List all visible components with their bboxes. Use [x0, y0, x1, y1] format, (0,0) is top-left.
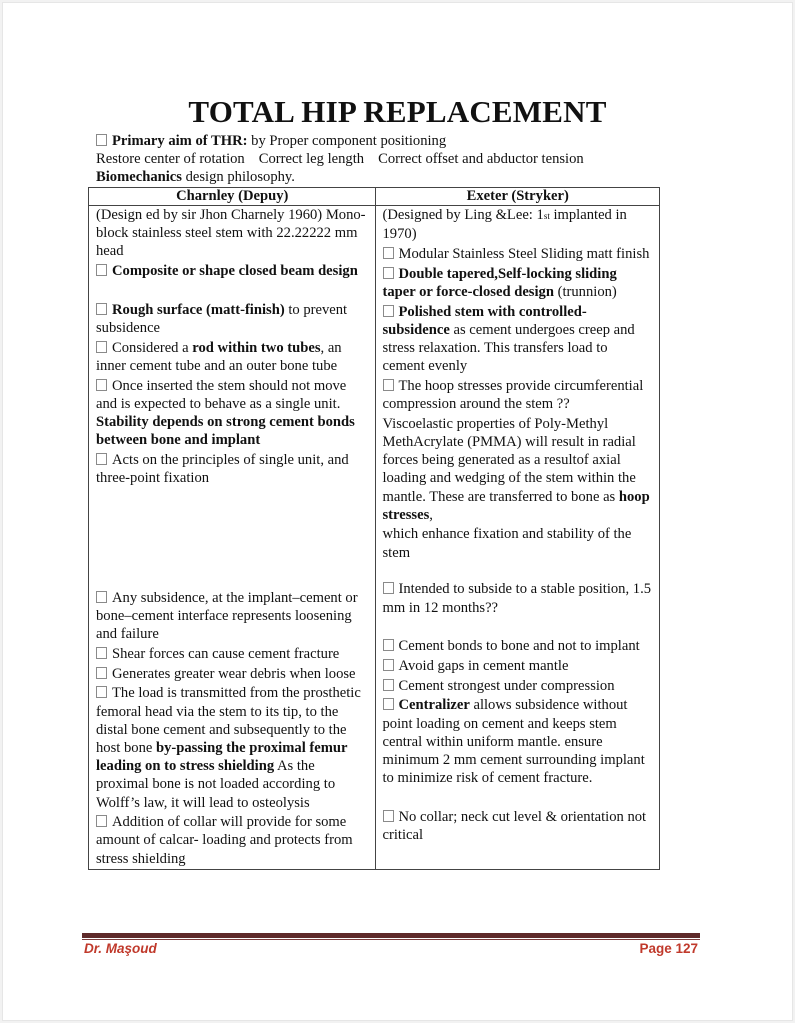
charnley-any: Any subsidence, at the implant–cement or bone–cement interface represents loosening and failure — [96, 589, 358, 643]
comparison-table — [88, 187, 660, 870]
goal-item: Correct offset and abductor tension — [378, 151, 584, 167]
footer-divider-thin — [82, 939, 700, 940]
charnley-wear: Generates greater wear debris when loose — [96, 665, 369, 683]
checkbox-bullet-icon — [383, 379, 394, 391]
header-charnley: Charnley (Depuy) — [89, 188, 376, 206]
exeter-polished: Polished stem with controlled-subsidence as cement undergoes creep and stress relaxation. This transfers load to cement evenly — [382, 303, 635, 375]
exeter-centralizer: Centralizer allows subsidence without point loading on cement and keeps stem central within uniform mantle. ensure minimum 2 mm cement surrounding implant to minimize risk of cement fracture. — [382, 697, 645, 787]
checkbox-bullet-icon — [383, 267, 394, 279]
checkbox-bullet-icon — [383, 305, 394, 317]
charnley-beam: Composite or shape closed beam design — [96, 262, 369, 280]
exeter-hoop: The hoop stresses provide circumferential compression around the stem ?? — [382, 377, 644, 413]
charnley-shear: Shear forces can cause cement fracture — [96, 645, 369, 663]
exeter-design: (Designed by Ling &Lee: 1st implanted in 1970) — [382, 207, 627, 243]
checkbox-bullet-icon — [96, 815, 107, 827]
checkbox-bullet-icon — [96, 341, 107, 353]
page-number: Page 127 — [639, 941, 698, 956]
checkbox-bullet-icon — [383, 582, 394, 594]
exeter-visco: Viscoelastic properties of Poly-Methyl MethAcrylate (PMMA) will result in radial forces being generated as a resultof axial loading and wedging of the stem within the mantle. These are transferred to bone as hoop stresses, — [382, 415, 650, 523]
primary-aim-line — [96, 132, 696, 150]
charnley-cell — [89, 206, 376, 870]
checkbox-bullet-icon — [96, 303, 107, 315]
checkbox-bullet-icon — [383, 247, 394, 259]
table-row — [89, 206, 660, 870]
footer-divider — [82, 933, 700, 938]
checkbox-bullet-icon — [96, 264, 107, 276]
goal-item: Correct leg length — [258, 151, 365, 167]
checkbox-bullet-icon — [96, 134, 107, 146]
philosophy-bold: Biomechanics — [96, 169, 182, 185]
checkbox-bullet-icon — [96, 453, 107, 465]
charnley-design: (Design ed by sir Jhon Charnely 1960) Mono-block stainless steel stem with 22.22222 mm head — [96, 207, 366, 260]
exeter-gaps: Avoid gaps in cement mantle — [383, 657, 654, 675]
charnley-rough: Rough surface (matt-finish) to prevent subsidence — [96, 301, 348, 337]
checkbox-bullet-icon — [96, 647, 107, 659]
charnley-collar: Addition of collar will provide for some amount of calcar- loading and protects from stress shielding — [96, 814, 353, 867]
page-title: TOTAL HIP REPLACEMENT — [188, 94, 607, 129]
exeter-enhance: which enhance fixation and stability of the stem — [382, 526, 632, 561]
exeter-collar: No collar; neck cut level & orientation not critical — [382, 808, 647, 844]
exeter-modular: Modular Stainless Steel Sliding matt finish — [383, 245, 654, 263]
checkbox-bullet-icon — [96, 667, 107, 679]
philosophy-text: design philosophy. — [181, 169, 295, 185]
header-exeter: Exeter (Stryker) — [375, 188, 660, 206]
exeter-bonds: Cement bonds to bone and not to implant — [383, 637, 654, 655]
footer-author: Dr. Maşoud — [84, 941, 157, 956]
exeter-strongest: Cement strongest under compression — [383, 677, 654, 695]
charnley-load: The load is transmitted from the prosthetic femoral head via the stem to its tip, to the distal bone cement and subsequently to the host bone by-passing the proximal femur leading on to stress shielding As the proximal bone is not loaded according to Wolff’s law, it will lead to osteolysis — [96, 685, 361, 811]
exeter-taper: Double tapered,Self-locking sliding taper or force-closed design (trunnion) — [382, 265, 617, 300]
goal-item: Restore center of rotation — [96, 151, 245, 167]
checkbox-bullet-icon — [383, 659, 394, 671]
checkbox-bullet-icon — [383, 810, 394, 822]
table-header-row — [89, 188, 660, 206]
aim-label: Primary aim of THR: — [112, 133, 248, 149]
charnley-once: Once inserted the stem should not move and is expected to behave as a single unit. Stability depends on strong cement bonds between bone and implant — [96, 377, 355, 449]
checkbox-bullet-icon — [383, 698, 394, 710]
charnley-acts: Acts on the principles of single unit, and three-point fixation — [96, 451, 349, 487]
intro-section — [96, 132, 696, 186]
philosophy-line — [96, 168, 696, 186]
checkbox-bullet-icon — [383, 679, 394, 691]
checkbox-bullet-icon — [96, 686, 107, 698]
checkbox-bullet-icon — [96, 379, 107, 391]
goals-line — [96, 150, 696, 168]
checkbox-bullet-icon — [383, 639, 394, 651]
checkbox-bullet-icon — [96, 591, 107, 603]
aim-text: by Proper component positioning — [247, 133, 447, 149]
exeter-cell — [375, 206, 660, 870]
exeter-intended: Intended to subside to a stable position, 1.5 mm in 12 months?? — [382, 581, 652, 616]
charnley-rod: Considered a rod within two tubes, an inner cement tube and an outer bone tube — [96, 339, 342, 374]
